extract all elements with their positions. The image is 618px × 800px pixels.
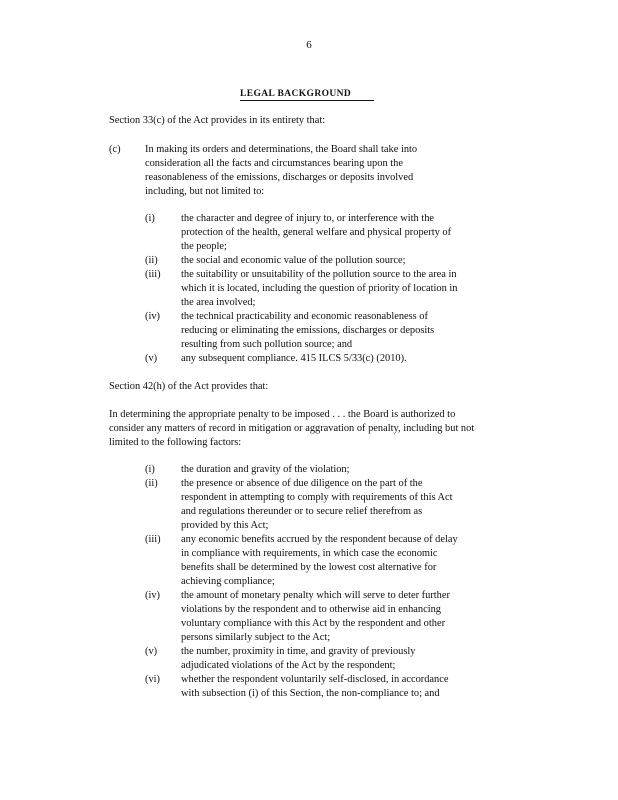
text-line: the duration and gravity of the violation; [181,464,350,475]
text-line: whether the respondent voluntarily self-disclosed, in accordance [181,674,449,685]
section-33-intro: Section 33(c) of the Act provides in its entirety that: [109,115,326,126]
text-line: the suitability or unsuitability of the pollution source to the area in [181,269,457,280]
factor-text [181,589,511,645]
text-line: violations by the respondent and to otherwise aid in enhancing [181,604,441,615]
factor-text [181,212,511,254]
factor-label: (i) [145,464,155,475]
factor-text [181,533,511,589]
text-line: achieving compliance; [181,576,275,587]
factor-label: (iii) [145,269,161,280]
factor-label: (ii) [145,255,158,266]
text-line: reducing or eliminating the emissions, discharges or deposits [181,325,435,336]
text-line: and regulations thereunder or to secure relief therefrom as [181,506,423,517]
text-line: consider any matters of record in mitigation or aggravation of penalty, including but not [109,423,475,434]
section-heading: LEGAL BACKGROUND [240,88,374,101]
factor-label: (ii) [145,478,158,489]
text-line: including, but not limited to: [145,186,265,197]
factor-text [181,352,511,366]
section-33c-text [145,143,417,199]
text-line: provided by this Act; [181,520,269,531]
text-line: resulting from such pollution source; and [181,339,353,350]
text-line: limited to the following factors: [109,437,242,448]
text-line: persons similarly subject to the Act; [181,632,331,643]
factor-text [181,254,511,268]
section-42-intro: Section 42(h) of the Act provides that: [109,381,269,392]
factor-label: (iv) [145,311,161,322]
section-33c-label: (c) [109,144,121,155]
text-line: any economic benefits accrued by the respondent because of delay [181,534,458,545]
factor-text [181,310,511,352]
text-line: the people; [181,241,227,252]
text-line: with subsection (i) of this Section, the non-compliance to; and [181,688,440,699]
factor-text [181,645,511,673]
text-line: consideration all the facts and circumstances bearing upon the [145,158,403,169]
text-line: adjudicated violations of the Act by the respondent; [181,660,396,671]
text-line: the presence or absence of due diligence on the part of the [181,478,423,489]
text-line: the character and degree of injury to, or interference with the [181,213,435,224]
factor-label: (iv) [145,590,161,601]
text-line: the amount of monetary penalty which will serve to deter further [181,590,450,601]
factor-label: (v) [145,353,158,364]
factor-text [181,463,511,477]
factor-text [181,673,511,701]
text-line: reasonableness of the emissions, discharges or deposits involved [145,172,414,183]
page-number: 6 [306,39,312,51]
text-line: protection of the health, general welfare and physical property of [181,227,452,238]
text-line: the area involved; [181,297,256,308]
text-line: In determining the appropriate penalty to be imposed . . . the Board is authorized to [109,409,456,420]
text-line: which it is located, including the question of priority of location in [181,283,458,294]
factor-label: (iii) [145,534,161,545]
text-line: the technical practicability and economic reasonableness of [181,311,428,322]
text-line: any subsequent compliance. 415 ILCS 5/33(c) (2010). [181,353,407,364]
text-line: the social and economic value of the pollution source; [181,255,406,266]
text-line: the number, proximity in time, and gravity of previously [181,646,416,657]
factor-label: (v) [145,646,158,657]
text-line: voluntary compliance with this Act by the respondent and other [181,618,446,629]
text-line: respondent in attempting to comply with requirements of this Act [181,492,453,503]
factor-label: (i) [145,213,155,224]
text-line: In making its orders and determinations, the Board shall take into [145,144,418,155]
factor-text [181,477,511,533]
factor-text [181,268,511,310]
text-line: in compliance with requirements, in which case the economic [181,548,438,559]
text-line: benefits shall be determined by the lowest cost alternative for [181,562,437,573]
section-42h-text [109,408,474,450]
factor-label: (vi) [145,674,161,685]
